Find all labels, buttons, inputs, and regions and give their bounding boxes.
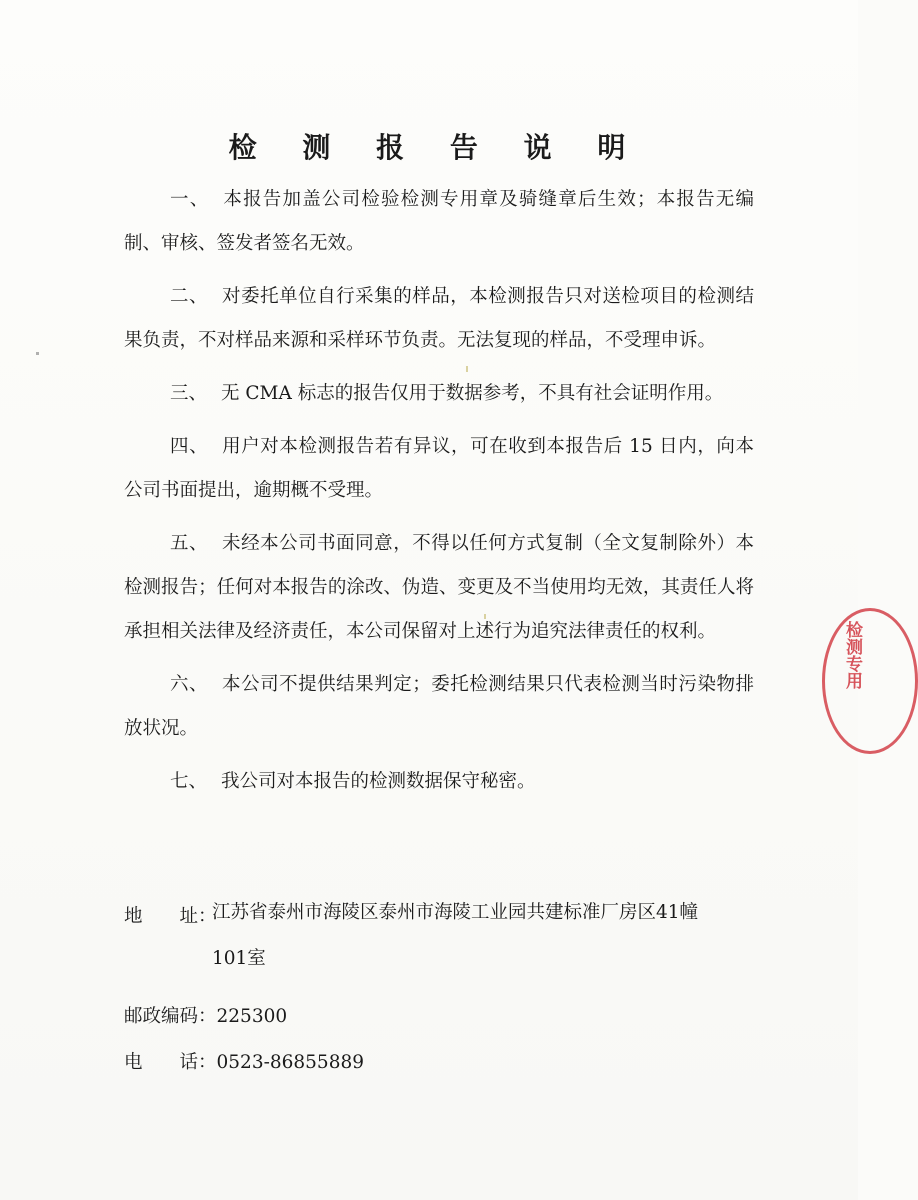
statement-item-2 [124,275,754,363]
statement-item-7 [124,760,754,804]
red-seal-stamp [822,608,918,754]
statement-item-5 [124,522,754,654]
statement-text: 本报告加盖公司检验检测专用章及骑缝章后生效；本报告无编制、审核、签发者签名无效。 [124,189,754,254]
address-value: 江苏省泰州市海陵区泰州市海陵工业园共建标准厂房区41幢101室 [212,902,699,969]
statement-text: 我公司对本报告的检测数据保守秘密。 [221,771,536,792]
statement-text: 用户对本检测报告若有异议，可在收到本报告后 15 日内，向本公司书面提出，逾期概不受理。 [124,436,754,501]
statement-item-6 [124,663,754,751]
statement-number: 一、 [170,189,210,210]
statement-item-4 [124,425,754,513]
statement-number: 五、 [170,533,209,554]
phone-label: 电 话： [124,1052,217,1073]
statement-number: 三、 [170,383,208,404]
statement-number: 二、 [170,286,209,307]
statement-item-3 [124,372,754,416]
postcode-row [124,1002,287,1028]
statement-list [124,178,754,813]
address-label: 地 址： [124,906,217,927]
statement-number: 七、 [170,771,208,792]
scan-speck [484,614,486,619]
address-row [124,902,699,969]
statement-text: 对委托单位自行采集的样品，本检测报告只对送检项目的检测结果负责，不对样品来源和采样环节负责。无法复现的样品，不受理申诉。 [124,286,754,351]
statement-text: 无 CMA 标志的报告仅用于数据参考，不具有社会证明作用。 [221,383,724,404]
scan-speck [466,366,468,372]
phone-row [124,1048,364,1074]
statement-text: 本公司不提供结果判定；委托检测结果只代表检测当时污染物排放状况。 [124,674,754,739]
statement-number: 六、 [170,674,209,695]
postcode-label: 邮政编码： [124,1006,217,1027]
stamp-text: 检测专用 [842,621,862,689]
phone-value: 0523-86855889 [216,1052,365,1073]
scan-speck [36,352,39,355]
statement-item-1 [124,178,754,266]
statement-text: 未经本公司书面同意，不得以任何方式复制（全文复制除外）本检测报告；任何对本报告的涂改、伪造、变更及不当使用均无效，其责任人将承担相关法律及经济责任，本公司保留对上述行为追究法律责任的权利。 [124,533,754,642]
statement-number: 四、 [170,436,209,457]
postcode-value: 225300 [216,1006,288,1027]
document-title: 检 测 报 告 说 明 [228,131,644,164]
